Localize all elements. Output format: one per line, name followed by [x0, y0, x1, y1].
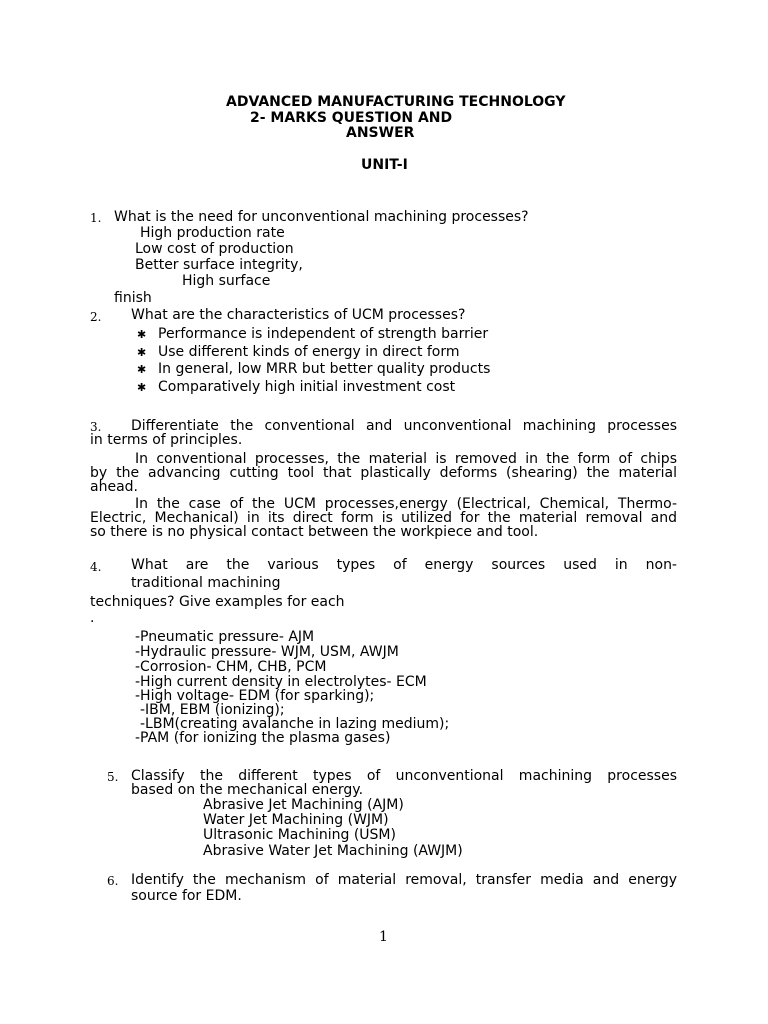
q4-answer-8: -PAM (for ionizing the plasma gases) — [135, 730, 391, 746]
question-4-text-line3: techniques? Give examples for each — [90, 594, 345, 610]
q2-bullet-1: Performance is independent of strength barrier — [158, 326, 489, 342]
q1-answer-4: High surface — [182, 273, 271, 289]
q4-answer-6: -IBM, EBM (ionizing); — [140, 702, 285, 718]
question-number-2: 2. — [90, 310, 102, 324]
q3-para1-line3: ahead. — [90, 479, 138, 495]
q3-para2-line2: Electric, Mechanical) in its direct form is utilized for the material removal and — [90, 510, 677, 526]
document-subtitle: 2- MARKS QUESTION AND — [250, 110, 453, 126]
document-subtitle-answer: ANSWER — [346, 125, 415, 141]
q1-answer-3: Better surface integrity, — [135, 257, 303, 273]
q2-bullet-2: Use different kinds of energy in direct form — [158, 344, 460, 360]
question-number-3: 3. — [90, 420, 102, 434]
question-number-6: 6. — [107, 874, 119, 888]
q3-para2-line3: so there is no physical contact between the workpiece and tool. — [90, 524, 539, 540]
q4-answer-1: -Pneumatic pressure- AJM — [135, 629, 315, 645]
question-6-text-line1: Identify the mechanism of material removal, transfer media and energy — [131, 872, 677, 888]
star-bullet-icon: ✱ — [137, 328, 147, 341]
question-3-text-line1: Differentiate the conventional and unconventional machining processes — [131, 418, 677, 434]
question-3-text-line2: in terms of principles. — [90, 432, 243, 448]
question-2-text: What are the characteristics of UCM processes? — [131, 307, 466, 323]
star-bullet-icon: ✱ — [137, 381, 147, 394]
q5-answer-1: Abrasive Jet Machining (AJM) — [203, 797, 404, 813]
q4-answer-5: -High voltage- EDM (for sparking); — [135, 688, 375, 704]
q5-answer-2: Water Jet Machining (WJM) — [203, 812, 389, 828]
q4-answer-4: -High current density in electrolytes- ECM — [135, 674, 427, 690]
page-number: 1 — [379, 929, 388, 945]
q1-answer-5: finish — [114, 290, 152, 306]
q4-answer-7: -LBM(creating avalanche in lazing medium); — [140, 716, 450, 732]
question-4-text-line2: traditional machining — [131, 575, 281, 591]
q5-answer-3: Ultrasonic Machining (USM) — [203, 827, 396, 843]
q1-answer-2: Low cost of production — [135, 241, 294, 257]
question-6-text-line2: source for EDM. — [131, 888, 242, 904]
q2-bullet-4: Comparatively high initial investment cost — [158, 379, 456, 395]
q4-answer-3: -Corrosion- CHM, CHB, PCM — [135, 659, 327, 675]
star-bullet-icon: ✱ — [137, 363, 147, 376]
question-5-text-line2: based on the mechanical energy. — [131, 782, 364, 798]
question-number-1: 1. — [90, 211, 102, 225]
unit-heading: UNIT-I — [361, 157, 408, 173]
star-bullet-icon: ✱ — [137, 346, 147, 359]
q5-answer-4: Abrasive Water Jet Machining (AWJM) — [203, 843, 463, 859]
question-1-text: What is the need for unconventional machining processes? — [114, 209, 529, 225]
question-5-text-line1: Classify the different types of unconventional machining processes — [131, 768, 677, 784]
question-number-4: 4. — [90, 560, 102, 574]
q3-para1-line1: In conventional processes, the material is removed in the form of chips — [135, 451, 677, 467]
question-number-5: 5. — [107, 770, 119, 784]
q3-para1-line2: by the advancing cutting tool that plastically deforms (shearing) the material — [90, 465, 677, 481]
document-title: ADVANCED MANUFACTURING TECHNOLOGY — [226, 94, 566, 110]
question-4-text-line4: . — [90, 610, 95, 626]
question-4-text-line1: What are the various types of energy sources used in non- — [131, 557, 677, 573]
q4-answer-2: -Hydraulic pressure- WJM, USM, AWJM — [135, 644, 399, 660]
q1-answer-1: High production rate — [140, 225, 285, 241]
q2-bullet-3: In general, low MRR but better quality products — [158, 361, 491, 377]
q3-para2-line1: In the case of the UCM processes,energy (Electrical, Chemical, Thermo- — [135, 496, 677, 512]
